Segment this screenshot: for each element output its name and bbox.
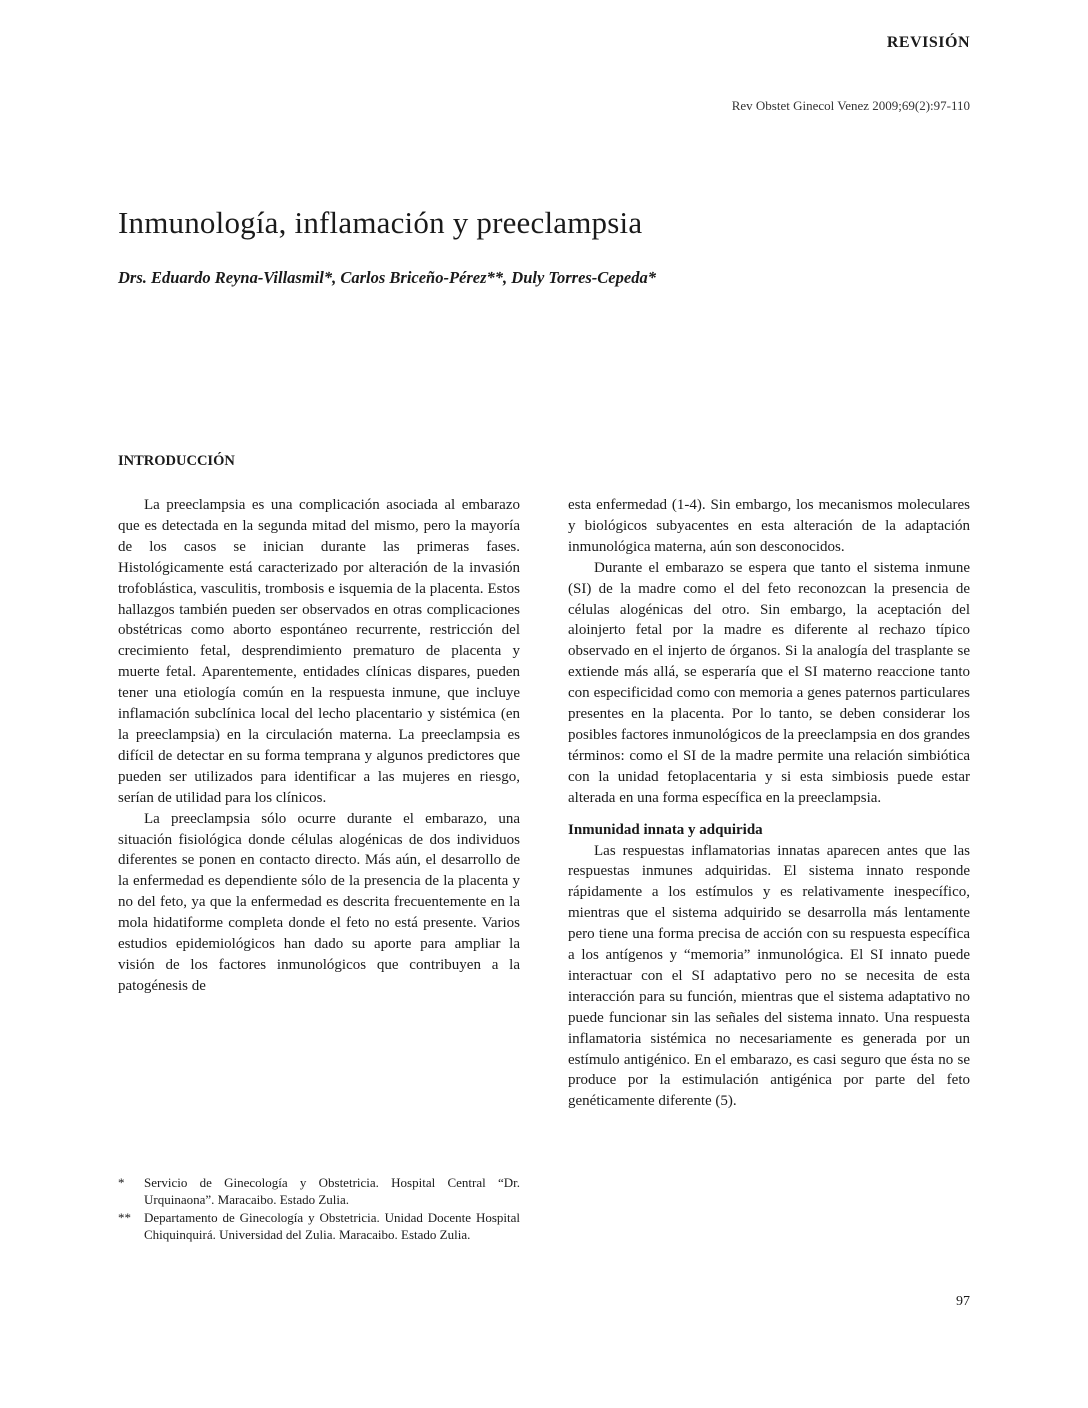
footnote-text: Departamento de Ginecología y Obstetricia. Unidad Docente Hospital Chiquinquirá. Universidad del Zulia. Maracaibo. Estado Zulia. xyxy=(144,1210,520,1242)
footnotes xyxy=(118,1175,520,1245)
journal-citation: Rev Obstet Ginecol Venez 2009;69(2):97-110 xyxy=(731,98,970,113)
article-title: Inmunología, inflamación y preeclampsia xyxy=(118,205,643,240)
left-column xyxy=(118,495,520,997)
body-paragraph: La preeclampsia es una complicación asociada al embarazo que es detectada en la segunda mitad del mismo, pero la mayoría de los casos se inician durante las primeras fases. Histológicamente está caracterizado por alteración de la invasión trofoblástica, vasculitis, trombosis e isquemia de la placenta. Estos hallazgos también pueden ser observados en otras complicaciones obstétricas como aborto espontáneo recurrente, restricción del crecimiento fetal, desprendimiento prematuro de placenta y muerte fetal. Aparentemente, entidades clínicas dispares, pueden tener una etiología común en la respuesta inmune, que incluye inflamación subclínica local del lecho placentario y sistémica (en la preeclampsia) en la circulación materna. La preeclampsia es difícil de detectar en su forma temprana y algunos predictores que pueden ser utilizados para identificar a las mujeres en riesgo, serían de utilidad para los clínicos. xyxy=(118,497,520,806)
footnote-text: Servicio de Ginecología y Obstetricia. Hospital Central “Dr. Urquinaona”. Maracaibo. Estado Zulia. xyxy=(144,1175,520,1207)
body-paragraph-continued: esta enfermedad (1-4). Sin embargo, los mecanismos moleculares y biológicos subyacentes en esta alteración de la adaptación inmunológica materna, aún son desconocidos. xyxy=(568,497,970,555)
section-label: REVISIÓN xyxy=(886,34,970,51)
right-column xyxy=(568,495,970,1112)
body-paragraph: La preeclampsia sólo ocurre durante el embarazo, una situación fisiológica donde células alogénicas de dos individuos diferentes se ponen en contacto directo. Más aún, el desarrollo de la enfermedad es dependiente sólo de la presencia de la placenta y no del feto, ya que la enfermedad es descrita frecuentemente en la mola hidatiforme completa donde el feto no está presente. Varios estudios epidemiológicos han dado su aporte para ampliar la visión de los factores inmunológicos que contribuyen a la patogénesis de xyxy=(118,810,520,994)
footnote-mark: * xyxy=(118,1175,125,1190)
subsection-heading: Inmunidad innata y adquirida xyxy=(568,821,763,838)
page-number: 97 xyxy=(956,1294,970,1309)
footnote xyxy=(118,1175,520,1208)
footnote xyxy=(118,1210,520,1243)
body-paragraph: Las respuestas inflamatorias innatas aparecen antes que las respuestas inmunes adquiridas. El sistema innato responde rápidamente a los estímulos y es relativamente inespecífico, mientras que el sistema adquirido se desarrolla más lentamente pero tiene una forma precisa de acción con su respuesta específica a los antígenos y “memoria” inmunológica. El SI innato puede interactuar con el SI adaptativo pero no se necesita de esta interacción para su función, mientras que el sistema adaptativo no puede funcionar sin las señales del sistema innato. Una respuesta inflamatoria sistémica no necesariamente es generada por un estímulo antigénico. En el embarazo, es casi seguro que ésta no se produce por la estimulación antigénica por parte del feto genéticamente diferente (5). xyxy=(568,842,970,1110)
body-paragraph: Durante el embarazo se espera que tanto el sistema inmune (SI) de la madre como el del feto reconozcan la presencia de células alogénicas del otro. Sin embargo, la aceptación del aloinjerto fetal por la madre es diferente al rechazo típico observado en el injerto de órganos. Si la analogía del trasplante se extiende más allá, se esperaría que el SI materno reaccione tanto con especificidad como con memoria a genes paternos particulares presentes en la placenta. Por lo tanto, se deben considerar los posibles factores inmunológicos de la preeclampsia en dos grandes términos: como el SI de la madre permite una relación simbiótica con la unidad fetoplacentaria y si esta simbiosis puede estar alterada en una forma específica en la preeclampsia. xyxy=(568,559,970,806)
article-authors: Drs. Eduardo Reyna-Villasmil*, Carlos Briceño-Pérez**, Duly Torres-Cepeda* xyxy=(118,268,656,287)
footnote-mark: ** xyxy=(118,1210,131,1225)
intro-heading: INTRODUCCIÓN xyxy=(118,453,235,469)
